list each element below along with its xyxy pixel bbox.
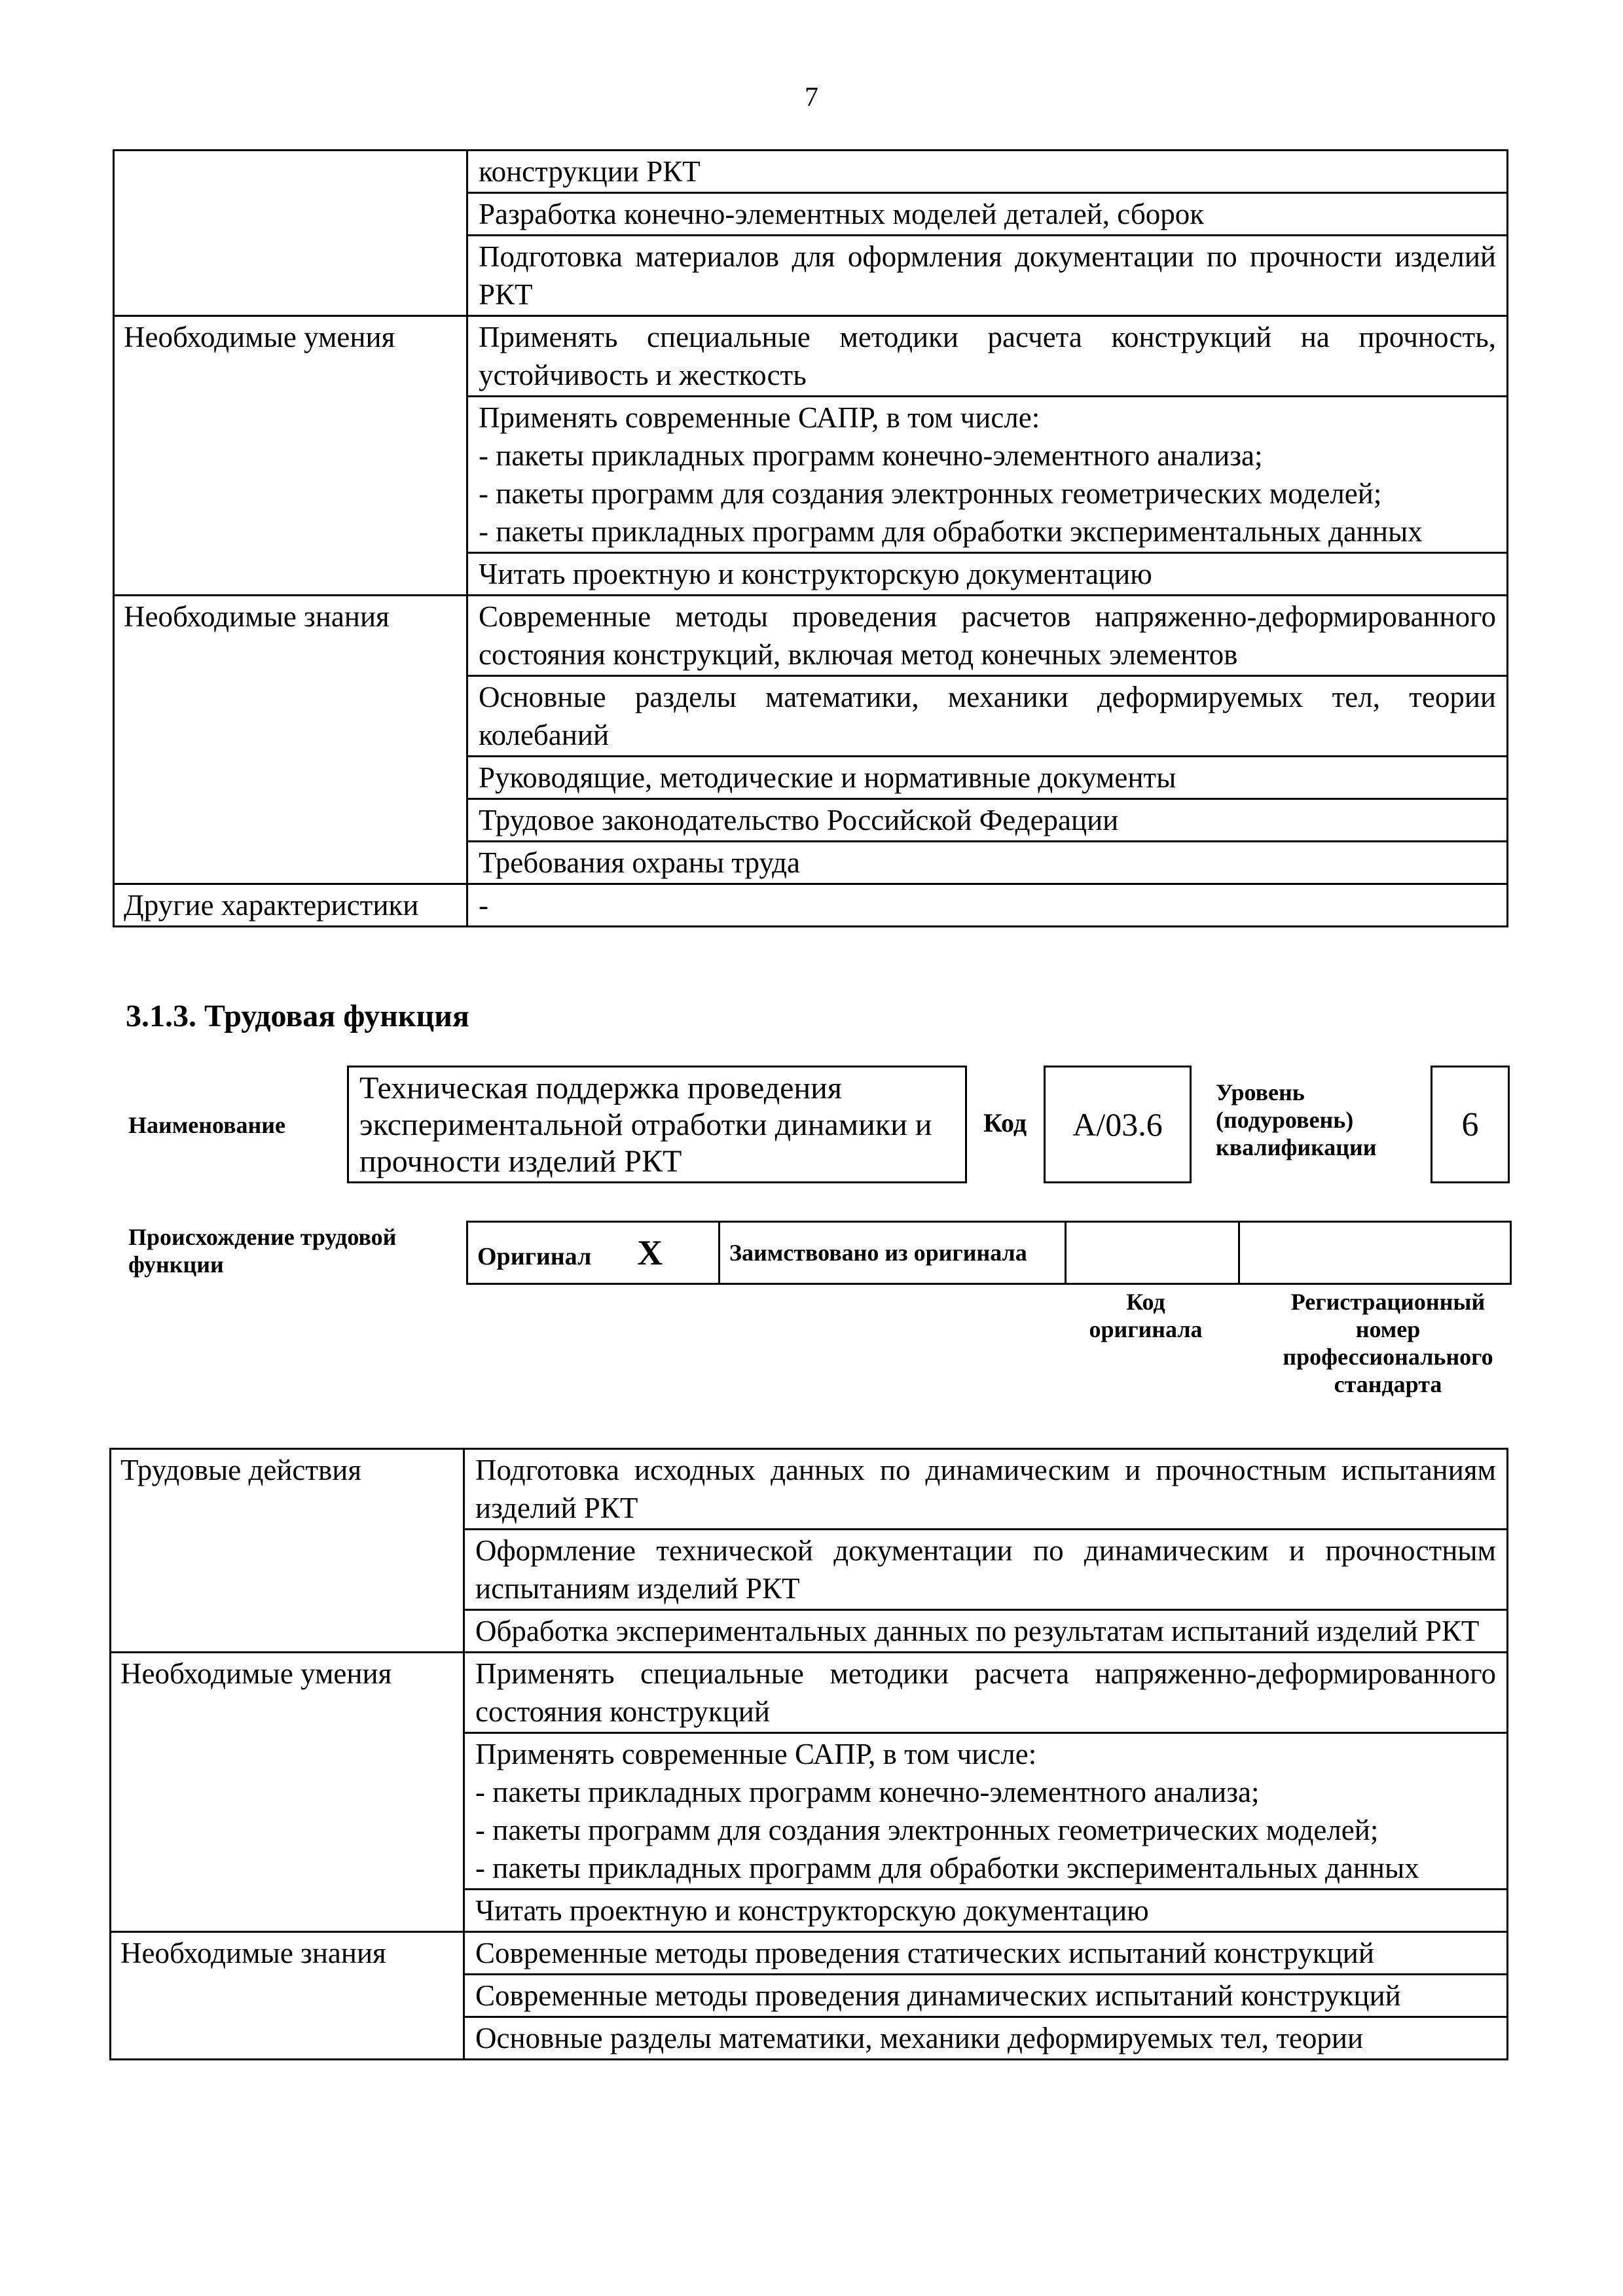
level-label: Уровень (подуровень) квалификации: [1216, 1079, 1377, 1160]
row-label: Трудовые действия: [111, 1449, 464, 1653]
row-content: Читать проектную и конструкторскую документацию: [464, 1890, 1508, 1932]
row-content: Трудовое законодательство Российской Федерации: [467, 799, 1508, 842]
original-code-caption: Код оригинала: [1089, 1289, 1203, 1342]
row-label: [114, 151, 467, 316]
registration-number-cell: [1239, 1222, 1511, 1284]
page-number: 7: [805, 82, 818, 113]
row-content: Подготовка исходных данных по динамическим и прочностным испытаниям изделий РКТ: [464, 1449, 1508, 1530]
name-label: Наименование: [128, 1112, 285, 1138]
table-row: [111, 1932, 1508, 1975]
row-content: Подготовка материалов для оформления документации по прочности изделий РКТ: [467, 236, 1508, 316]
row-content: Требования охраны труда: [467, 842, 1508, 884]
registration-number-caption: Регистрационный номер профессионального стандарта: [1283, 1289, 1493, 1397]
row-content: Обработка экспериментальных данных по результатам испытаний изделий РКТ: [464, 1610, 1508, 1653]
row-label: Необходимые знания: [111, 1932, 464, 2060]
row-label: Другие характеристики: [114, 884, 467, 927]
row-content: Применять современные САПР, в том числе: - пакеты прикладных программ конечно-элементного анализа; - пакеты программ для создания электронных геометрических моделей; - пакеты прикладных программ для обработки экспериментальных данных: [464, 1733, 1508, 1890]
row-content: Основные разделы математики, механики деформируемых тел, теории: [464, 2017, 1508, 2060]
table-row: [114, 884, 1508, 927]
origin-label: Происхождение трудовой функции: [128, 1224, 397, 1278]
row-content: конструкции РКТ: [467, 151, 1508, 193]
original-mark: Х: [637, 1233, 663, 1272]
competency-table-top: [113, 149, 1508, 927]
original-cell: [467, 1222, 720, 1284]
origin-table: [466, 1221, 1512, 1285]
row-label: Необходимые умения: [114, 316, 467, 596]
code-label: Код: [983, 1108, 1027, 1138]
table-row: [114, 151, 1508, 193]
competency-table-bottom: [109, 1448, 1508, 2060]
table-row: [114, 316, 1508, 397]
section-heading: 3.1.3. Трудовая функция: [126, 999, 469, 1033]
table-row: [111, 1449, 1508, 1530]
table-row: [114, 596, 1508, 676]
row-content: Современные методы проведения статических испытаний конструкций: [464, 1932, 1508, 1975]
row-content: Руководящие, методические и нормативные документы: [467, 757, 1508, 799]
name-value-box: Техническая поддержка проведения экспериментальной отработки динамики и прочности изделий РКТ: [347, 1066, 967, 1183]
row-label: Необходимые знания: [114, 596, 467, 884]
row-content: Читать проектную и конструкторскую документацию: [467, 553, 1508, 596]
original-label: Оригинал: [477, 1243, 592, 1270]
row-label: Необходимые умения: [111, 1653, 464, 1932]
row-content: Современные методы проведения динамических испытаний конструкций: [464, 1975, 1508, 2017]
level-value-box: 6: [1431, 1066, 1510, 1183]
borrowed-cell: Заимствовано из оригинала: [720, 1222, 1066, 1284]
row-content: Современные методы проведения расчетов напряженно-деформированного состояния конструкций, включая метод конечных элементов: [467, 596, 1508, 676]
code-value-box: А/03.6: [1044, 1066, 1192, 1183]
row-content: Основные разделы математики, механики деформируемых тел, теории колебаний: [467, 676, 1508, 757]
row-content: Применять современные САПР, в том числе: - пакеты прикладных программ конечно-элементного анализа; - пакеты программ для создания электронных геометрических моделей; - пакеты прикладных программ для обработки экспериментальных данных: [467, 397, 1508, 553]
row-content: Применять специальные методики расчета конструкций на прочность, устойчивость и жесткость: [467, 316, 1508, 397]
original-code-cell: [1066, 1222, 1239, 1284]
row-content: Применять специальные методики расчета напряженно-деформированного состояния конструкций: [464, 1653, 1508, 1733]
row-content: Разработка конечно-элементных моделей деталей, сборок: [467, 193, 1508, 236]
row-content: -: [467, 884, 1508, 927]
row-content: Оформление технической документации по динамическим и прочностным испытаниям изделий РКТ: [464, 1530, 1508, 1610]
table-row: [111, 1653, 1508, 1733]
